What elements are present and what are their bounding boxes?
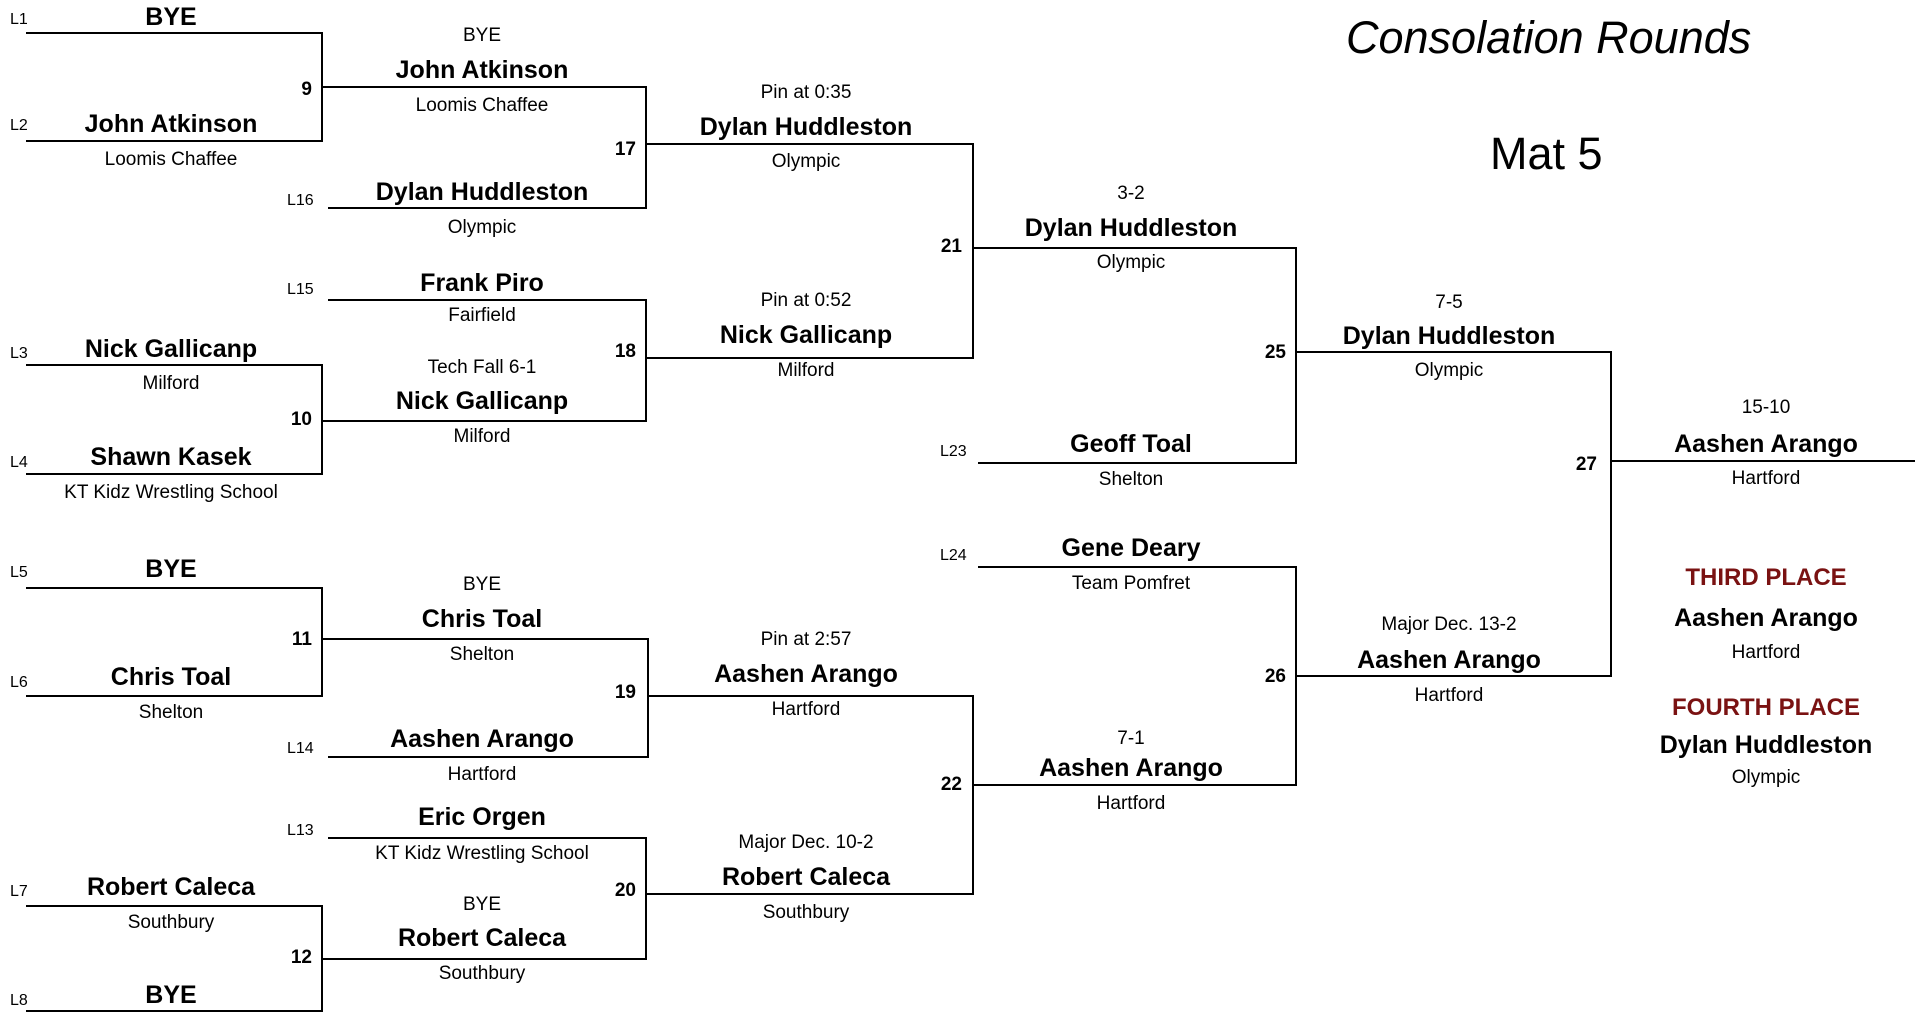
wrestler-name: Nick Gallicanp — [395, 387, 569, 415]
team-name: Shelton — [138, 702, 204, 723]
bout-number: 25 — [1264, 342, 1286, 363]
fourth-place-label: FOURTH PLACE — [1672, 694, 1860, 721]
wrestler-name: Dylan Huddleston — [375, 178, 589, 206]
wrestler-name: Aashen Arango — [714, 660, 898, 688]
bout-result: BYE — [462, 25, 502, 46]
bout-result: 7-5 — [1435, 292, 1463, 313]
bout-result: BYE — [462, 894, 502, 915]
wrestler-name: Geoff Toal — [1070, 430, 1192, 458]
wrestler-name: Robert Caleca — [86, 873, 256, 901]
bout-number: 20 — [614, 880, 636, 901]
wrestler-name: John Atkinson — [84, 110, 258, 138]
team-name: Olympic — [1414, 360, 1484, 381]
fourth-place-name: Dylan Huddleston — [1659, 731, 1873, 759]
slot-label: L3 — [10, 345, 28, 362]
third-place-team: Hartford — [1731, 642, 1801, 663]
slot-label: L2 — [10, 117, 28, 134]
team-name: KT Kidz Wrestling School — [64, 482, 278, 503]
team-name: Shelton — [449, 644, 515, 665]
team-name: Olympic — [1096, 252, 1166, 273]
bout-number: 19 — [614, 682, 636, 703]
team-name: Olympic — [771, 151, 841, 172]
bout-number: 18 — [614, 341, 636, 362]
bout-result: Pin at 0:52 — [760, 290, 852, 311]
team-name: KT Kidz Wrestling School — [375, 843, 589, 864]
wrestler-name: Dylan Huddleston — [1024, 214, 1238, 242]
bout-result: 3-2 — [1117, 183, 1145, 204]
bout-number: 21 — [940, 236, 962, 257]
team-name: Milford — [777, 360, 835, 381]
wrestler-name: John Atkinson — [395, 56, 569, 84]
third-place-name: Aashen Arango — [1674, 604, 1858, 632]
team-name: Shelton — [1098, 469, 1164, 490]
wrestler-name: BYE — [145, 3, 197, 31]
bracket-title: Consolation Rounds — [1346, 12, 1752, 63]
bout-number: 11 — [291, 629, 312, 650]
wrestler-name: Nick Gallicanp — [84, 335, 258, 363]
team-name: Milford — [142, 373, 200, 394]
team-name: Loomis Chaffee — [415, 95, 549, 116]
bout-result: 15-10 — [1741, 397, 1791, 418]
wrestler-name: Nick Gallicanp — [719, 321, 893, 349]
bout-result: Major Dec. 13-2 — [1381, 614, 1517, 635]
wrestler-name: Frank Piro — [420, 269, 544, 297]
wrestler-name: Dylan Huddleston — [1342, 322, 1556, 350]
bout-result: Pin at 0:35 — [760, 82, 852, 103]
bout-number: 22 — [940, 774, 962, 795]
bout-result: Tech Fall 6-1 — [427, 357, 537, 378]
slot-label: L6 — [10, 674, 28, 691]
slot-label: L24 — [940, 547, 967, 564]
team-name: Hartford — [1096, 793, 1166, 814]
fourth-place-team: Olympic — [1731, 767, 1801, 788]
slot-label: L4 — [10, 454, 28, 471]
wrestler-name: Gene Deary — [1061, 534, 1201, 562]
wrestler-name: BYE — [145, 981, 197, 1009]
team-name: Hartford — [1731, 468, 1801, 489]
bout-result: 7-1 — [1117, 728, 1145, 749]
wrestler-name: Aashen Arango — [1357, 646, 1541, 674]
slot-label: L5 — [10, 564, 28, 581]
slot-label: L1 — [10, 11, 28, 28]
bout-number: 12 — [290, 947, 312, 968]
wrestler-name: Eric Orgen — [418, 803, 546, 831]
slot-label: L23 — [940, 443, 967, 460]
team-name: Southbury — [438, 963, 526, 984]
team-name: Hartford — [1414, 685, 1484, 706]
slot-label: L8 — [10, 992, 28, 1009]
team-name: Loomis Chaffee — [104, 149, 238, 170]
bout-number: 26 — [1264, 666, 1286, 687]
wrestler-name: Robert Caleca — [397, 924, 567, 952]
bout-result: Pin at 2:57 — [760, 629, 852, 650]
bout-result: Major Dec. 10-2 — [738, 832, 874, 853]
slot-label: L7 — [10, 883, 28, 900]
bout-number: 27 — [1575, 454, 1597, 475]
slot-label: L14 — [287, 740, 314, 757]
team-name: Olympic — [447, 217, 517, 238]
bout-result: BYE — [462, 574, 502, 595]
team-name: Team Pomfret — [1071, 573, 1191, 594]
mat-number: Mat 5 — [1490, 128, 1603, 179]
third-place-label: THIRD PLACE — [1685, 564, 1847, 591]
wrestler-name: Aashen Arango — [1039, 754, 1223, 782]
wrestler-name: Chris Toal — [110, 663, 232, 691]
slot-label: L15 — [287, 281, 314, 298]
team-name: Hartford — [447, 764, 517, 785]
wrestler-name: Chris Toal — [421, 605, 543, 633]
team-name: Hartford — [771, 699, 841, 720]
wrestler-name: BYE — [145, 555, 197, 583]
wrestler-name: Dylan Huddleston — [699, 113, 913, 141]
wrestler-name: Robert Caleca — [721, 863, 891, 891]
bout-number: 10 — [290, 409, 312, 430]
team-name: Southbury — [762, 902, 850, 923]
bout-number: 9 — [301, 79, 312, 100]
champion-name: Aashen Arango — [1674, 430, 1858, 458]
slot-label: L16 — [287, 192, 314, 209]
bout-number: 17 — [614, 139, 636, 160]
team-name: Fairfield — [448, 305, 516, 326]
wrestler-name: Aashen Arango — [390, 725, 574, 753]
wrestler-name: Shawn Kasek — [90, 443, 252, 471]
slot-label: L13 — [287, 822, 314, 839]
team-name: Milford — [453, 426, 511, 447]
team-name: Southbury — [127, 912, 215, 933]
